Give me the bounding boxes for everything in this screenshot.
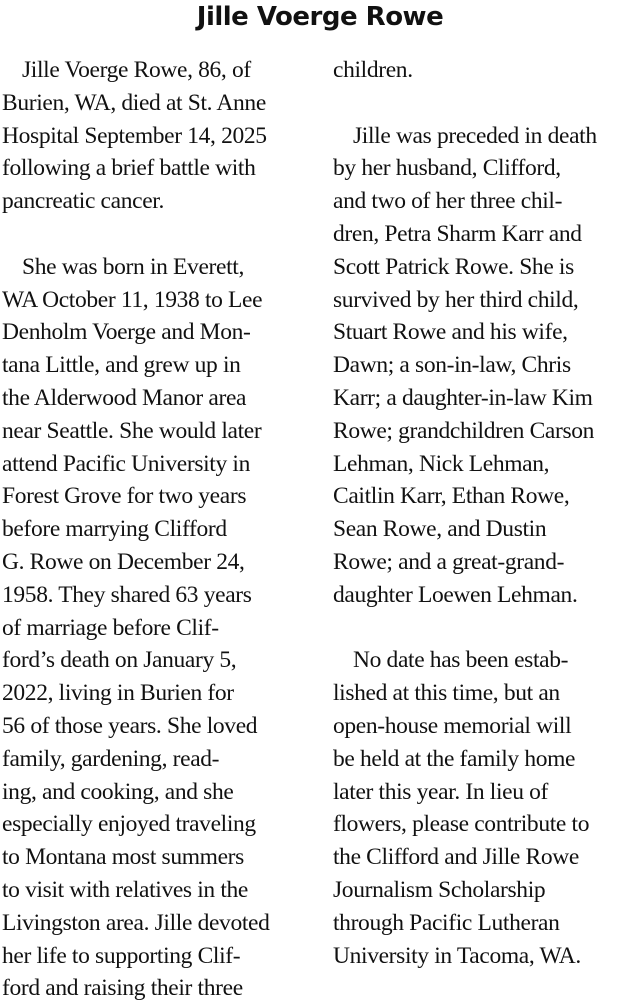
text-line: Karr; a daughter-in-law Kim [333, 384, 593, 411]
text-line: Sean Rowe, and Dustin [333, 516, 547, 543]
text-line: flowers, please contribute to [333, 811, 590, 838]
paragraph-gap [333, 87, 638, 120]
text-line: be held at the family home [333, 745, 576, 772]
text-line: No date has been estab- [353, 647, 569, 674]
text-line: Livingston area. Jille devoted [2, 909, 270, 936]
text-line: 1958. They shared 63 years [2, 581, 252, 608]
text-line: children. [333, 57, 413, 83]
text-line: pancreatic cancer. [2, 188, 164, 215]
text-line: through Pacific Lutheran [333, 909, 560, 936]
text-line: especially enjoyed traveling [2, 811, 256, 838]
text-line: the Clifford and Jille Rowe [333, 844, 579, 871]
text-line: University in Tacoma, WA. [333, 942, 581, 969]
text-line: following a brief battle with [2, 155, 256, 182]
text-line: She was born in Everett, [22, 253, 244, 280]
text-line: survived by her third child, [333, 286, 579, 313]
text-line: lished at this time, but an [333, 680, 560, 707]
text-line: of marriage before Clif- [2, 614, 219, 641]
text-line: tana Little, and grew up in [2, 352, 241, 379]
left-column [2, 54, 320, 1005]
text-line: Caitlin Karr, Ethan Rowe, [333, 483, 570, 510]
text-line: open-house memorial will [333, 712, 572, 739]
text-line: later this year. In lieu of [333, 778, 549, 805]
text-line: Journalism Scholarship [333, 876, 546, 903]
text-line: her life to supporting Clif- [2, 942, 241, 969]
text-line: G. Rowe on December 24, [2, 548, 245, 575]
text-line: ing, and cooking, and she [2, 778, 234, 805]
text-line: Lehman, Nick Lehman, [333, 450, 550, 477]
paragraph-gap [333, 612, 638, 645]
text-line: dren, Petra Sharm Karr and [333, 220, 582, 247]
text-line: Forest Grove for two years [2, 483, 247, 510]
text-line: Stuart Rowe and his wife, [333, 319, 568, 346]
text-line: daughter Loewen Lehman. [333, 581, 578, 608]
paragraph-gap [2, 218, 320, 251]
text-line: Scott Patrick Rowe. She is [333, 253, 574, 280]
text-line: Burien, WA, died at St. Anne [2, 89, 266, 116]
text-line: Denholm Voerge and Mon- [2, 319, 251, 346]
text-line: Jille Voerge Rowe, 86, of [22, 57, 251, 83]
text-line: near Seattle. She would later [2, 417, 262, 444]
text-line: the Alderwood Manor area [2, 384, 247, 411]
text-line: and two of her three chil- [333, 188, 563, 215]
text-line: ford and raising their three [2, 975, 243, 1002]
text-line: to Montana most summers [2, 844, 244, 871]
text-line: WA October 11, 1938 to Lee [2, 286, 263, 313]
text-line: attend Pacific University in [2, 450, 250, 477]
text-line: Dawn; a son-in-law, Chris [333, 352, 571, 379]
text-line: to visit with relatives in the [2, 876, 249, 903]
obituary-title: Jille Voerge Rowe [196, 2, 444, 32]
text-line: Rowe; and a great-grand- [333, 548, 565, 575]
text-line: family, gardening, read- [2, 745, 220, 772]
text-line: by her husband, Clifford, [333, 155, 561, 182]
text-line: Rowe; grandchildren Carson [333, 417, 595, 444]
right-column [333, 54, 638, 972]
text-line: Jille was preceded in death [353, 122, 597, 149]
text-line: ford’s death on January 5, [2, 647, 237, 674]
text-line: 56 of those years. She loved [2, 712, 258, 739]
text-line: Hospital September 14, 2025 [2, 122, 267, 149]
text-line: before marrying Clifford [2, 516, 227, 543]
text-line: 2022, living in Burien for [2, 680, 234, 707]
